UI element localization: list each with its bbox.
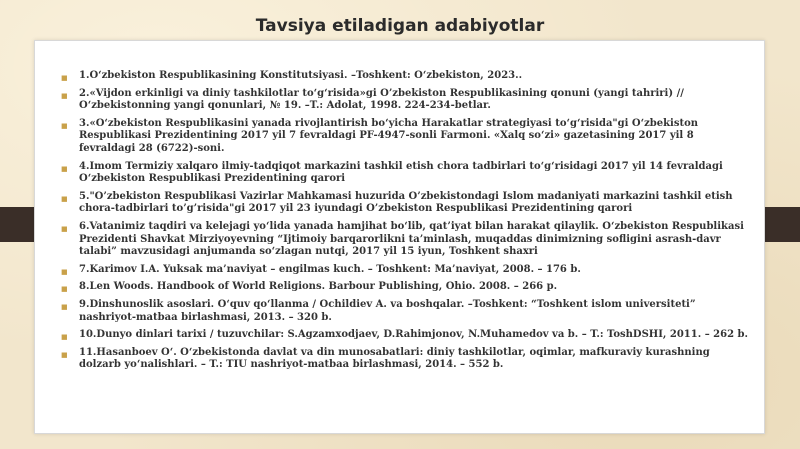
item-text: 6.Vatanimiz taqdiri va kelejagi yo‘lida yanada hamjihat bo‘lib, qat’iyat bilan harakat qilaylik. O‘zbekiston Respublikasi Prezidenti Shavkat Mirziyoyevning “Ijtimoiy barqarorlikni ta’minlash, muqaddas dinimizning sofligini asrash-davr talabi” mavzusidagi anjumanda so‘zlagan nutqi, 2017 yil 15 iyun, Toshkent shaxri — [79, 220, 744, 258]
item-text: 7.Karimov I.A. Yuksak ma’naviyat – engilmas kuch. – Toshkent: Ma’naviyat, 2008. – 176 b. — [79, 263, 581, 275]
list-item — [61, 221, 751, 259]
bullet-icon: ■ — [61, 332, 68, 342]
item-text: 2.«Vijdon erkinligi va diniy tashkilotlar to‘g‘risida»gi O’zbekiston Respublikasining qonuni (yangi tahriri) // O‘zbekistonning yangi qonunlari, № 19. –T.: Adolat, 1998. 224-234-betlar. — [79, 87, 684, 112]
content-panel — [34, 40, 765, 434]
item-text: 4.Imom Termiziy xalqaro ilmiy-tadqiqot markazini tashkil etish chora tadbirlari to‘g‘risidagi 2017 yil 14 fevraldagi O‘zbekiston Respublikasi Prezidentining qarori — [79, 160, 723, 185]
bullet-icon: ■ — [61, 284, 68, 294]
item-text: 10.Dunyo dinlari tarixi / tuzuvchilar: S.Agzamxodjaev, D.Rahimjonov, N.Muhamedov va b. – T.: ToshDSHI, 2011. – 262 b. — [79, 329, 748, 341]
list-item — [61, 281, 751, 294]
list-item — [61, 118, 751, 156]
bullet-icon: ■ — [61, 223, 68, 233]
bullet-icon: ■ — [61, 193, 68, 203]
item-text: 8.Len Woods. Handbook of World Religions. Barbour Publishing, Ohio. 2008. – 266 p. — [79, 281, 558, 293]
list-item — [61, 88, 751, 113]
item-text: 1.O‘zbekiston Respublikasining Konstitutsiyasi. –Toshkent: O‘zbekiston, 2023.. — [79, 70, 523, 81]
bullet-icon: ■ — [61, 266, 68, 276]
list-item — [61, 70, 751, 83]
bullet-icon: ■ — [61, 90, 68, 100]
slide-title: Tavsiya etiladigan adabiyotlar — [255, 16, 545, 36]
list-item — [61, 161, 751, 186]
item-text: 9.Dinshunoslik asoslari. O‘quv qo‘llanma / Ochildiev A. va boshqalar. –Toshkent: “Toshkent islom universiteti” nashriyot-matbaa birlashmasi, 2013. – 320 b. — [79, 298, 696, 323]
item-text: 11.Hasanboev O‘. O‘zbekistonda davlat va din munosabatlari: diniy tashkilotlar, oqimlar, mafkuraviy kurashning dolzarb yo‘nalishlari. – T.: TIU nashriyot-matbaa birlashmasi, 2014. – 552 b. — [79, 346, 710, 371]
bullet-icon: ■ — [61, 163, 68, 173]
bullet-icon: ■ — [61, 349, 68, 359]
list-item — [61, 264, 751, 277]
list-item — [61, 347, 751, 372]
item-text: 3.«O‘zbekiston Respublikasini yanada rivojlantirish bo‘yicha Harakatlar strategiyasi to‘g‘risida"gi O‘zbekiston Respublikasi Prezidentining 2017 yil 7 fevraldagi PF-4947-sonli Farmoni. «Xalq so‘zi» gazetasining 2017 yil 8 fevraldagi 28 (6722)-soni. — [79, 117, 699, 154]
reference-list — [61, 70, 751, 377]
bullet-icon: ■ — [61, 73, 68, 82]
bullet-icon: ■ — [61, 120, 68, 130]
list-item — [61, 299, 751, 324]
list-item — [61, 329, 751, 342]
item-text: 5."O’zbekiston Respublikasi Vazirlar Mahkamasi huzurida O’zbekistondagi Islom madaniyati markazini tashkil etish chora-tadbirlari to’g’risida"gi 2017 yil 23 iyundagi O’zbekiston Respublikasi Prezidentining qarori — [79, 190, 733, 215]
bullet-icon: ■ — [61, 301, 68, 311]
list-item — [61, 191, 751, 216]
